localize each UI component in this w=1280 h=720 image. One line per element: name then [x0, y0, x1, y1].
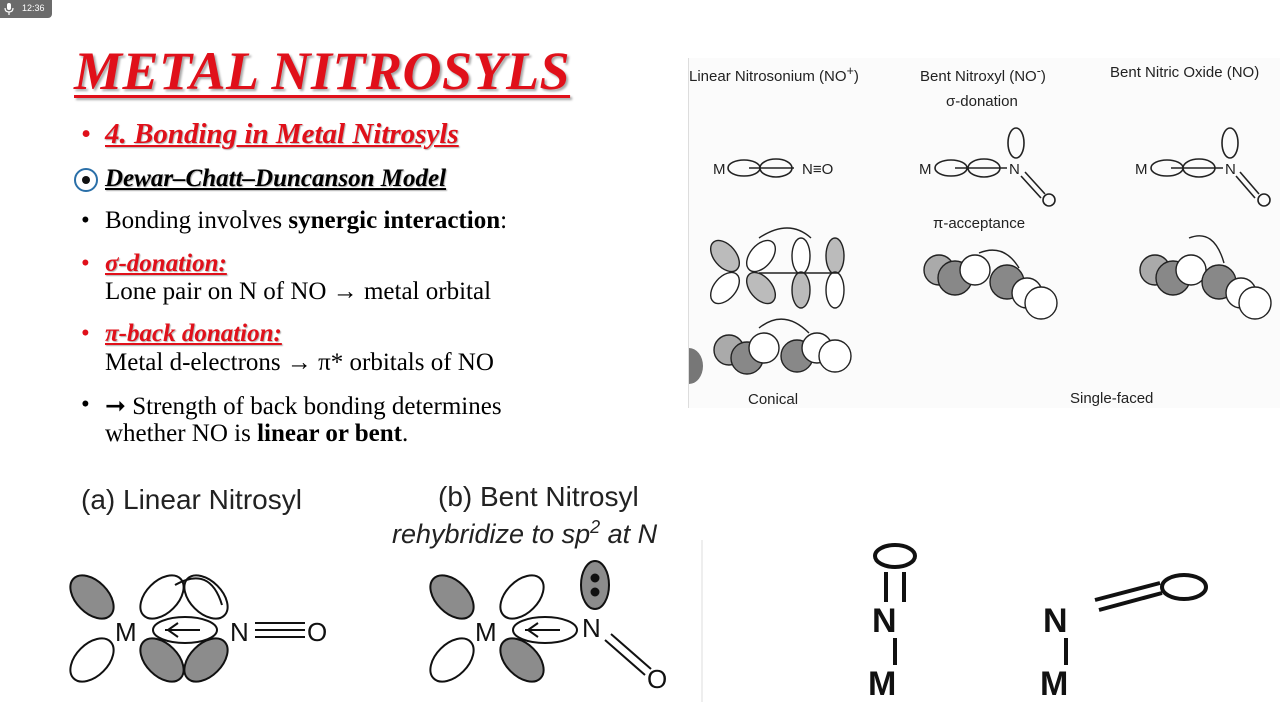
bonding-bold: synergic interaction [288, 207, 501, 234]
pi-nitric-spheres [1140, 236, 1271, 319]
col2-text: Bent Nitroxyl (NO [920, 68, 1037, 85]
recording-indicator[interactable] [0, 0, 52, 18]
lin-n: N [230, 617, 249, 647]
pi-acceptance-label: π-acceptance [933, 215, 1026, 232]
pi-bent-spheres [924, 250, 1057, 319]
linear-caption: (a) Linear Nitrosyl [81, 484, 302, 515]
sig3-n: N [1225, 161, 1236, 178]
sigma-bent-nitroxyl [919, 128, 1055, 206]
strength-line1: ➞ Strength of back bonding determines [105, 393, 502, 420]
pi-conical-spheres [714, 319, 851, 374]
bent2-m: M [1040, 665, 1069, 703]
orbital-diagrams [689, 58, 1280, 408]
single-faced-label: Single-faced [1070, 390, 1154, 407]
slide-title: METAL NITROSYLS [74, 41, 571, 101]
bullet-strength: • ➞ Strength of back bonding determines [81, 391, 502, 420]
rehyb-sup: 2 [590, 517, 601, 537]
sigma-bent-nitric [1135, 128, 1270, 206]
bent-o: O [647, 664, 668, 694]
bullet-sigma: • σ-donation: [81, 250, 227, 277]
vert-m: M [868, 665, 897, 703]
linear-nitrosyl-diagram [62, 567, 327, 689]
strength-bold: linear or bent [257, 420, 402, 447]
col3-label: Bent Nitric Oxide (NO) [1110, 64, 1260, 81]
bent-nitrosyl-diagram [422, 561, 667, 694]
sig1-m: M [713, 161, 726, 178]
bent-structure [1040, 575, 1206, 703]
bullet-model [105, 165, 446, 193]
bonding-text: Bonding involves [105, 207, 289, 234]
col1-end: ) [853, 68, 859, 85]
col1-text: Linear Nitrosonium (NO [689, 68, 847, 85]
section-heading: 4. Bonding in Metal Nitrosyls [105, 118, 459, 150]
sig3-m: M [1135, 161, 1148, 178]
lin-m: M [115, 617, 137, 647]
bullet-bonding: • Bonding involves synergic interaction: [81, 207, 508, 234]
sigma-donation-label: σ-donation [946, 93, 1018, 110]
strength-line2 [105, 420, 408, 448]
col1-sup: + [846, 64, 854, 78]
col2-sup: - [1036, 64, 1041, 78]
vertical-linear-structure [868, 545, 915, 703]
strength-prefix: whether NO is [105, 420, 258, 447]
bent2-n: N [1043, 602, 1068, 640]
conical-label: Conical [748, 391, 799, 408]
bent-n: N [582, 613, 601, 643]
rehyb-end: at N [600, 519, 658, 549]
radio-dot-icon [73, 167, 99, 193]
lin-o: O [307, 617, 328, 647]
rehyb-text: rehybridize to sp [392, 519, 591, 549]
microphone-icon [3, 2, 15, 16]
bottom-diagrams [0, 540, 1280, 720]
sig2-m: M [919, 161, 932, 178]
sigma-linear [713, 159, 833, 178]
col2-end: ) [1040, 68, 1046, 85]
pi-heading: π-back donation: [105, 320, 282, 347]
pi-text: Metal d-electrons → π* orbitals of NO [105, 349, 494, 376]
panel-marker [689, 348, 703, 384]
recording-time: 12:36 [22, 3, 45, 13]
sigma-text: Lone pair on N of NO → metal orbital [105, 278, 492, 305]
bullet-pi: • π-back donation: [81, 320, 282, 347]
bonding-suffix: : [500, 207, 508, 234]
sigma-heading: σ-donation: [105, 250, 227, 277]
bent-m: M [475, 617, 497, 647]
vert-n: N [872, 602, 897, 640]
bullet-section: • 4. Bonding in Metal Nitrosyls [81, 118, 459, 150]
pi-linear-dlobes [705, 228, 844, 309]
bent-caption: (b) Bent Nitrosyl [438, 481, 639, 512]
orbital-panel [688, 58, 1280, 408]
sig2-n: N [1009, 161, 1020, 178]
sig1-no: N≡O [802, 161, 834, 178]
strength-suffix: . [401, 420, 409, 447]
model-heading: Dewar–Chatt–Duncanson Model [105, 165, 447, 192]
